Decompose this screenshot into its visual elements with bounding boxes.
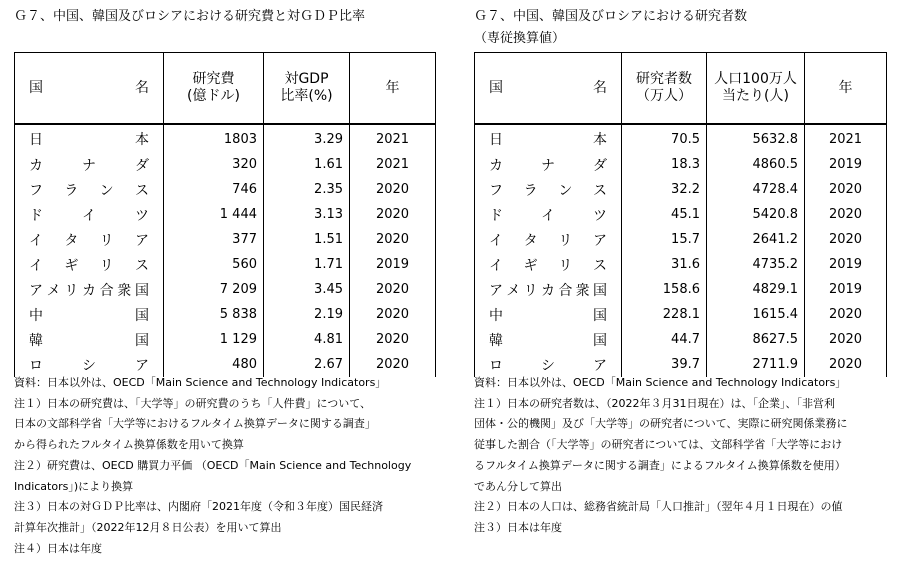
table-row	[475, 202, 887, 227]
name-char: 衆	[575, 282, 590, 299]
note-line: 計算年次推計」（2022年12月８日公表）を用いて算出	[14, 520, 282, 534]
year-cell: 2021	[350, 124, 436, 152]
header-line: 研究者数	[636, 71, 692, 87]
country-name-cell	[475, 227, 622, 252]
table-row	[475, 252, 887, 277]
value-cell: 31.6	[622, 252, 707, 277]
ratio-cell: 8627.5	[707, 327, 805, 352]
ratio-cell: 3.29	[264, 124, 350, 152]
table-row	[475, 227, 887, 252]
name-char: 本	[593, 131, 607, 148]
name-char: リ	[99, 232, 114, 249]
name-char: ロ	[29, 357, 43, 374]
ratio-cell: 2711.9	[707, 352, 805, 377]
name-char: ス	[134, 257, 149, 274]
name-char: イ	[489, 232, 503, 249]
value-cell: 1 444	[164, 202, 264, 227]
name-char: イ	[82, 207, 96, 224]
name-char: ド	[489, 207, 503, 224]
note-line: 注１）日本の研究費は、「大学等」の研究費のうち「人件費」について、	[14, 396, 372, 410]
country-name-cell	[475, 302, 622, 327]
country-name	[29, 155, 149, 175]
table-row	[475, 327, 887, 352]
note-line: 資料：日本以外は、OECD「Main Science and Technology Indicators」	[14, 376, 387, 389]
year-cell: 2020	[350, 302, 436, 327]
table-row	[15, 252, 436, 277]
value-cell: 7 209	[164, 277, 264, 302]
table-header-row	[15, 53, 436, 125]
ratio-cell: 4728.4	[707, 177, 805, 202]
ratio-cell: 5632.8	[707, 124, 805, 152]
country-name	[29, 280, 149, 300]
ratio-cell: 1615.4	[707, 302, 805, 327]
note-line: 従事した割合（「大学等」の研究者については、文部科学省「大学等におけ	[474, 438, 843, 452]
value-cell: 228.1	[622, 302, 707, 327]
note-line: 日本の文部科学省「大学等におけるフルタイム換算データに関する調査」	[14, 417, 376, 431]
ratio-cell: 4860.5	[707, 152, 805, 177]
name-char: イ	[541, 207, 555, 224]
value-cell: 480	[164, 352, 264, 377]
year-header: 年	[350, 53, 436, 125]
ratio-cell: 2.19	[264, 302, 350, 327]
name-char: リ	[523, 282, 538, 299]
name-char: 日	[29, 131, 43, 148]
value-cell: 320	[164, 152, 264, 177]
country-name	[29, 129, 149, 149]
name-char: ギ	[64, 257, 79, 274]
researchers-table	[474, 52, 887, 377]
country-name-cell	[15, 152, 164, 177]
gdp-ratio-header	[264, 53, 350, 125]
name-char: ラ	[64, 182, 79, 199]
name-char: メ	[506, 282, 521, 299]
right-notes	[474, 373, 848, 539]
year-header: 年	[805, 53, 887, 125]
year-cell: 2020	[350, 327, 436, 352]
country-name	[489, 255, 607, 275]
note-line: から得られたフルタイム換算係数を用いて換算	[14, 438, 244, 452]
name-char: 国	[135, 332, 149, 349]
right-table-title: Ｇ７、中国、韓国及びロシアにおける研究者数	[474, 9, 748, 24]
header-line: 人口100万人	[714, 71, 797, 87]
country-name	[489, 180, 607, 200]
country-name	[489, 330, 607, 350]
note-line: Indicators」)により換算	[14, 479, 134, 493]
value-cell: 15.7	[622, 227, 707, 252]
table-row	[15, 227, 436, 252]
year-cell: 2020	[350, 227, 436, 252]
name-char: ス	[592, 182, 607, 199]
name-char: ア	[489, 282, 503, 299]
year-cell: 2019	[805, 152, 887, 177]
name-char: タ	[64, 232, 79, 249]
country-name	[489, 129, 607, 149]
name-char: 国	[593, 307, 607, 324]
country-name	[29, 305, 149, 325]
country-name	[29, 255, 149, 275]
ratio-cell: 3.13	[264, 202, 350, 227]
year-cell: 2020	[805, 327, 887, 352]
name-char: リ	[558, 257, 573, 274]
note-line: 団体・公的機関」及び「大学等」の研究者について、実際に研究関係業務に	[474, 417, 848, 431]
name-char: 合	[99, 282, 114, 299]
country-name	[489, 205, 607, 225]
table-header-row	[475, 53, 887, 125]
value-cell: 18.3	[622, 152, 707, 177]
name-char: 本	[135, 131, 149, 148]
country-name	[29, 355, 149, 375]
name-char: ラ	[523, 182, 538, 199]
name-char: ツ	[593, 207, 607, 224]
rd-expenditure-header	[164, 53, 264, 125]
name-char: ン	[99, 182, 114, 199]
country-name-cell	[475, 252, 622, 277]
name-char: リ	[99, 257, 114, 274]
country-name-cell	[15, 227, 164, 252]
left-table-title: Ｇ７、中国、韓国及びロシアにおける研究費と対ＧＤＰ比率	[14, 9, 366, 24]
ratio-cell: 4.81	[264, 327, 350, 352]
country-name-cell	[15, 177, 164, 202]
name-char: ド	[29, 207, 43, 224]
country-name-cell	[475, 327, 622, 352]
ratio-cell: 1.61	[264, 152, 350, 177]
year-cell: 2020	[350, 177, 436, 202]
year-cell: 2020	[350, 277, 436, 302]
year-cell: 2020	[805, 227, 887, 252]
country-name-cell	[475, 277, 622, 302]
year-cell: 2021	[805, 124, 887, 152]
name-char: カ	[540, 282, 555, 299]
name-char: 国	[593, 332, 607, 349]
year-cell: 2020	[805, 202, 887, 227]
name-char: ス	[134, 182, 149, 199]
value-cell: 1803	[164, 124, 264, 152]
year-cell: 2019	[805, 252, 887, 277]
country-name	[29, 180, 149, 200]
table-row	[15, 177, 436, 202]
name-char: イ	[489, 257, 503, 274]
country-name	[29, 205, 149, 225]
note-line: 資料：日本以外は、OECD「Main Science and Technology Indicators」	[474, 376, 847, 389]
name-char: ア	[134, 232, 149, 249]
name-char: カ	[29, 157, 43, 174]
year-cell: 2019	[805, 277, 887, 302]
header-name-left: 国	[489, 79, 503, 96]
note-line: であん分して算出	[474, 479, 562, 493]
name-char: リ	[64, 282, 79, 299]
note-line: るフルタイム換算データに関する調査」によるフルタイム換算係数を使用）	[474, 458, 846, 472]
value-cell: 560	[164, 252, 264, 277]
value-cell: 39.7	[622, 352, 707, 377]
name-char: カ	[489, 157, 503, 174]
name-char: ダ	[135, 157, 149, 174]
header-line: 当たり(人)	[722, 88, 789, 104]
country-name	[489, 305, 607, 325]
ratio-cell: 4829.1	[707, 277, 805, 302]
year-cell: 2019	[350, 252, 436, 277]
name-char: 国	[592, 282, 607, 299]
ratio-cell: 1.71	[264, 252, 350, 277]
name-char: 中	[29, 307, 43, 324]
name-char: ナ	[82, 157, 96, 174]
country-name-cell	[15, 327, 164, 352]
value-cell: 1 129	[164, 327, 264, 352]
name-char: シ	[82, 357, 96, 374]
ratio-cell: 1.51	[264, 227, 350, 252]
name-char: シ	[541, 357, 555, 374]
value-cell: 158.6	[622, 277, 707, 302]
header-line: 対GDP	[284, 71, 329, 87]
note-line: 注１）日本の研究者数は、（2022年３月31日現在）は、「企業」、「非営利	[474, 396, 835, 410]
year-cell: 2020	[805, 352, 887, 377]
per-million-header	[707, 53, 805, 125]
value-cell: 377	[164, 227, 264, 252]
header-name-right: 名	[135, 79, 149, 96]
year-cell: 2020	[350, 352, 436, 377]
table-row	[475, 124, 887, 152]
table-row	[15, 202, 436, 227]
table-row	[15, 327, 436, 352]
country-name-cell	[15, 252, 164, 277]
header-name-right: 名	[593, 79, 607, 96]
country-name	[489, 230, 607, 250]
rd-expenditure-table	[14, 52, 436, 377]
name-char: ア	[593, 357, 607, 374]
ratio-cell: 2.35	[264, 177, 350, 202]
table-body	[475, 124, 887, 377]
country-name-cell	[15, 277, 164, 302]
name-char: フ	[29, 182, 43, 199]
name-char: 韓	[29, 332, 43, 349]
value-cell: 5 838	[164, 302, 264, 327]
table-row	[15, 302, 436, 327]
value-cell: 746	[164, 177, 264, 202]
country-name	[489, 355, 607, 375]
left-notes	[14, 373, 411, 559]
country-name-cell	[475, 124, 622, 152]
name-char: ア	[135, 357, 149, 374]
note-line: 注４）日本は年度	[14, 541, 102, 555]
country-name	[489, 280, 607, 300]
name-char: 韓	[489, 332, 503, 349]
name-char: リ	[558, 232, 573, 249]
header-line: (億ドル)	[187, 88, 240, 104]
year-cell: 2020	[805, 302, 887, 327]
name-char: ス	[592, 257, 607, 274]
name-char: ア	[29, 282, 43, 299]
table-row	[15, 152, 436, 177]
country-name-cell	[475, 202, 622, 227]
table-row	[475, 152, 887, 177]
year-cell: 2020	[805, 177, 887, 202]
name-char: イ	[29, 257, 43, 274]
note-line: 注２）研究費は、OECD 購買力平価 （OECD「Main Science and Technology	[14, 458, 412, 472]
name-char: ダ	[593, 157, 607, 174]
note-line: 注３）日本の対ＧＤＰ比率は、内閣府「2021年度（令和３年度）国民経済	[14, 500, 383, 514]
name-char: ナ	[541, 157, 555, 174]
note-line: 注３）日本は年度	[474, 520, 562, 534]
country-name-cell	[15, 302, 164, 327]
table-row	[15, 277, 436, 302]
country-name	[29, 330, 149, 350]
ratio-cell: 5420.8	[707, 202, 805, 227]
header-name-left: 国	[29, 79, 43, 96]
name-char: ア	[592, 232, 607, 249]
header-line: 比率(%)	[280, 88, 333, 104]
ratio-cell: 3.45	[264, 277, 350, 302]
value-cell: 44.7	[622, 327, 707, 352]
table-body	[15, 124, 436, 377]
country-name-cell	[475, 152, 622, 177]
name-char: ツ	[135, 207, 149, 224]
name-char: ン	[558, 182, 573, 199]
value-cell: 70.5	[622, 124, 707, 152]
ratio-cell: 2641.2	[707, 227, 805, 252]
country-name	[29, 230, 149, 250]
country-name-header	[475, 53, 622, 125]
name-char: フ	[489, 182, 503, 199]
year-cell: 2021	[350, 152, 436, 177]
value-cell: 45.1	[622, 202, 707, 227]
name-char: ロ	[489, 357, 503, 374]
right-table-subtitle: （専従換算値）	[474, 31, 566, 46]
ratio-cell: 4735.2	[707, 252, 805, 277]
note-line: 注２）日本の人口は、総務省統計局「人口推計」（翌年４月１日現在）の値	[474, 500, 843, 514]
table-row	[475, 302, 887, 327]
name-char: タ	[523, 232, 538, 249]
country-name-cell	[15, 124, 164, 152]
name-char: イ	[29, 232, 43, 249]
name-char: ギ	[523, 257, 538, 274]
researchers-header	[622, 53, 707, 125]
ratio-cell: 2.67	[264, 352, 350, 377]
name-char: 中	[489, 307, 503, 324]
name-char: 日	[489, 131, 503, 148]
country-name-header	[15, 53, 164, 125]
country-name-cell	[15, 202, 164, 227]
year-cell: 2020	[350, 202, 436, 227]
name-char: 国	[135, 307, 149, 324]
name-char: 国	[134, 282, 149, 299]
header-line: （万人）	[636, 88, 692, 104]
country-name-cell	[475, 177, 622, 202]
name-char: カ	[81, 282, 96, 299]
table-row	[15, 124, 436, 152]
table-row	[475, 277, 887, 302]
header-line: 研究費	[192, 71, 235, 87]
name-char: メ	[46, 282, 61, 299]
name-char: 衆	[117, 282, 132, 299]
value-cell: 32.2	[622, 177, 707, 202]
name-char: 合	[558, 282, 573, 299]
table-row	[475, 177, 887, 202]
country-name	[489, 155, 607, 175]
